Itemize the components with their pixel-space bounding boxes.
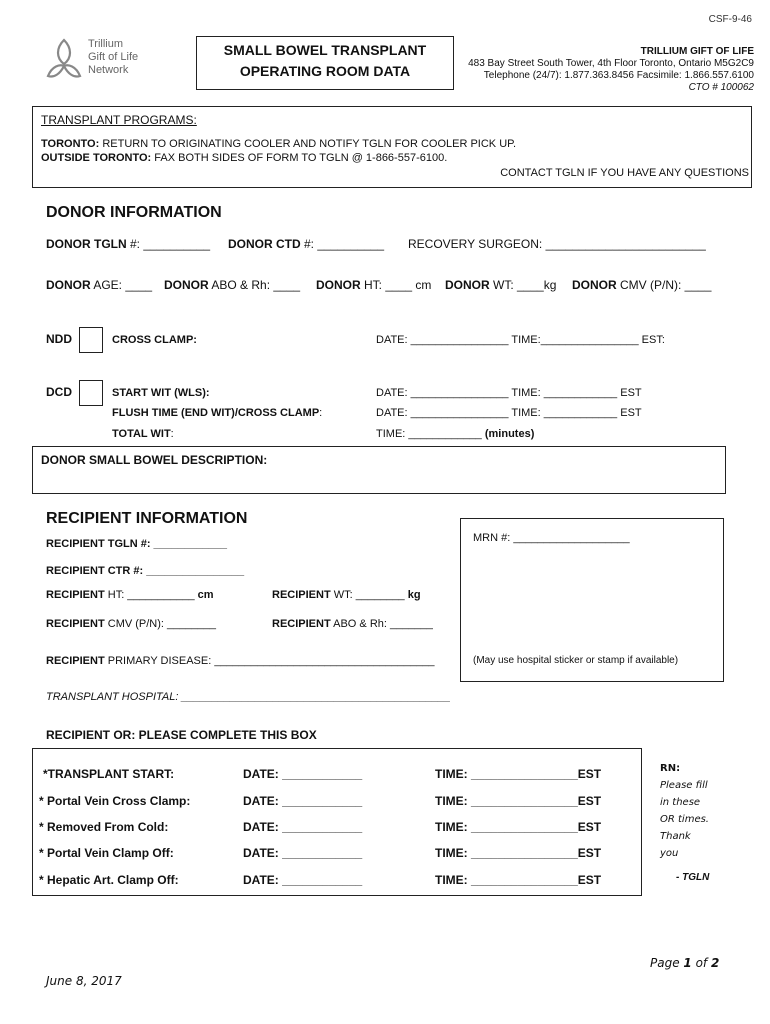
- recipient-tgln-field[interactable]: RECIPIENT TGLN #: ____________: [46, 538, 227, 550]
- or-row-time[interactable]: TIME: ________________EST: [435, 846, 602, 860]
- programs-heading: TRANSPLANT PROGRAMS:: [41, 113, 197, 127]
- form-code: CSF-9-46: [708, 14, 752, 25]
- rn-note-line: Thank: [660, 831, 691, 842]
- logo: [44, 38, 144, 84]
- recipient-heading: RECIPIENT INFORMATION: [46, 510, 248, 527]
- rn-note: [660, 760, 709, 862]
- or-row-label: * Removed From Cold:: [39, 820, 169, 834]
- or-heading: RECIPIENT OR: PLEASE COMPLETE THIS BOX: [46, 728, 317, 742]
- or-row-label: * Hepatic Art. Clamp Off:: [39, 873, 179, 887]
- or-row-date[interactable]: DATE: ____________: [243, 873, 363, 887]
- or-row-label: *TRANSPLANT START:: [43, 767, 175, 781]
- org-phone: Telephone (24/7): 1.877.363.8456 Facsimile: 1.866.557.6100: [483, 70, 754, 81]
- form-title-box: [196, 36, 454, 90]
- sticker-note: (May use hospital sticker or stamp if available): [473, 655, 679, 666]
- rn-note-line: OR times.: [660, 814, 709, 825]
- donor-heading: DONOR INFORMATION: [46, 204, 222, 221]
- logo-line-1: Trillium: [88, 38, 124, 50]
- or-row-date[interactable]: DATE: ____________: [243, 794, 363, 808]
- donor-ctd-field[interactable]: DONOR CTD #: __________: [228, 237, 385, 251]
- rn-note-signature: - TGLN: [676, 872, 710, 883]
- title-line-1: SMALL BOWEL TRANSPLANT: [223, 42, 427, 58]
- total-wit-time[interactable]: TIME: ____________ (minutes): [376, 428, 535, 440]
- ndd-label: NDD: [46, 332, 72, 346]
- or-row-date[interactable]: DATE: ____________: [243, 767, 363, 781]
- programs-outside: OUTSIDE TORONTO: FAX BOTH SIDES OF FORM TO TGLN @ 1-866-557-6100.: [41, 152, 448, 164]
- donor-wt-field[interactable]: DONOR WT: ____kg: [445, 278, 557, 292]
- total-wit-label: TOTAL WIT:: [112, 428, 174, 440]
- or-times-box: [32, 748, 642, 896]
- title-line-2: OPERATING ROOM DATA: [239, 63, 411, 79]
- or-row-time[interactable]: TIME: ________________EST: [435, 873, 602, 887]
- donor-cmv-field[interactable]: DONOR CMV (P/N): ____: [572, 278, 712, 292]
- or-row-time[interactable]: TIME: ________________EST: [435, 767, 602, 781]
- org-cto: CTO # 100062: [688, 82, 754, 93]
- rn-note-heading: RN:: [660, 763, 681, 774]
- trillium-logo-icon: [44, 38, 84, 82]
- programs-box: [32, 106, 752, 188]
- org-name: TRILLIUM GIFT OF LIFE: [640, 46, 754, 57]
- or-row-label: * Portal Vein Clamp Off:: [39, 846, 174, 860]
- donor-description-box[interactable]: [32, 446, 726, 494]
- dcd-checkbox[interactable]: [79, 380, 103, 406]
- dcd-label: DCD: [46, 385, 72, 399]
- recipient-ht-field[interactable]: RECIPIENT HT: ___________ cm: [46, 589, 214, 601]
- page-number: Page 1 of 2: [650, 956, 720, 970]
- org-address: 483 Bay Street South Tower, 4th Floor Toronto, Ontario M5G2C9: [468, 58, 754, 69]
- rn-note-line: you: [660, 848, 679, 859]
- rn-note-line: in these: [660, 797, 701, 808]
- recipient-wt-field[interactable]: RECIPIENT WT: ________ kg: [272, 589, 421, 601]
- donor-age-field[interactable]: DONOR AGE: ____: [46, 278, 153, 292]
- rn-note-line: Please fill: [660, 780, 708, 791]
- ndd-checkbox[interactable]: [79, 327, 103, 353]
- programs-contact: CONTACT TGLN IF YOU HAVE ANY QUESTIONS: [500, 167, 749, 179]
- cross-clamp-label: CROSS CLAMP:: [112, 334, 197, 346]
- donor-tgln-field[interactable]: DONOR TGLN #: __________: [46, 237, 211, 251]
- recipient-ctr-field[interactable]: RECIPIENT CTR #: ________________: [46, 565, 245, 577]
- recovery-surgeon-field[interactable]: RECOVERY SURGEON: ________________________: [408, 237, 706, 251]
- start-wit-label: START WIT (WLS):: [112, 387, 210, 399]
- org-info: [468, 46, 754, 94]
- cross-clamp-datetime[interactable]: DATE: ________________ TIME:________________ EST:: [376, 334, 665, 346]
- donor-description-label: DONOR SMALL BOWEL DESCRIPTION:: [41, 453, 268, 467]
- flush-time-label: FLUSH TIME (END WIT)/CROSS CLAMP:: [112, 407, 323, 419]
- programs-toronto: TORONTO: RETURN TO ORIGINATING COOLER AND NOTIFY TGLN FOR COOLER PICK UP.: [41, 138, 517, 150]
- flush-time-datetime[interactable]: DATE: ________________ TIME: ____________ EST: [376, 407, 642, 419]
- or-row-label: * Portal Vein Cross Clamp:: [39, 794, 191, 808]
- donor-abo-field[interactable]: DONOR ABO & Rh: ____: [164, 278, 301, 292]
- recipient-disease-field[interactable]: RECIPIENT PRIMARY DISEASE: ____________________________________: [46, 655, 435, 667]
- or-row-date[interactable]: DATE: ____________: [243, 846, 363, 860]
- start-wit-datetime[interactable]: DATE: ________________ TIME: ____________ EST: [376, 387, 642, 399]
- transplant-hospital-field[interactable]: TRANSPLANT HOSPITAL: ____________________________________________: [46, 691, 451, 703]
- revision-date: June 8, 2017: [46, 974, 122, 988]
- recipient-abo-field[interactable]: RECIPIENT ABO & Rh: _______: [272, 618, 433, 630]
- recipient-cmv-field[interactable]: RECIPIENT CMV (P/N): ________: [46, 618, 216, 630]
- or-row-date[interactable]: DATE: ____________: [243, 820, 363, 834]
- mrn-sticker-box[interactable]: [460, 518, 724, 682]
- logo-line-2: Gift of Life: [88, 51, 139, 63]
- or-row-time[interactable]: TIME: ________________EST: [435, 794, 602, 808]
- or-row-time[interactable]: TIME: ________________EST: [435, 820, 602, 834]
- donor-ht-field[interactable]: DONOR HT: ____ cm: [316, 278, 432, 292]
- mrn-field: MRN #: ___________________: [473, 532, 630, 544]
- logo-line-3: Network: [88, 64, 129, 76]
